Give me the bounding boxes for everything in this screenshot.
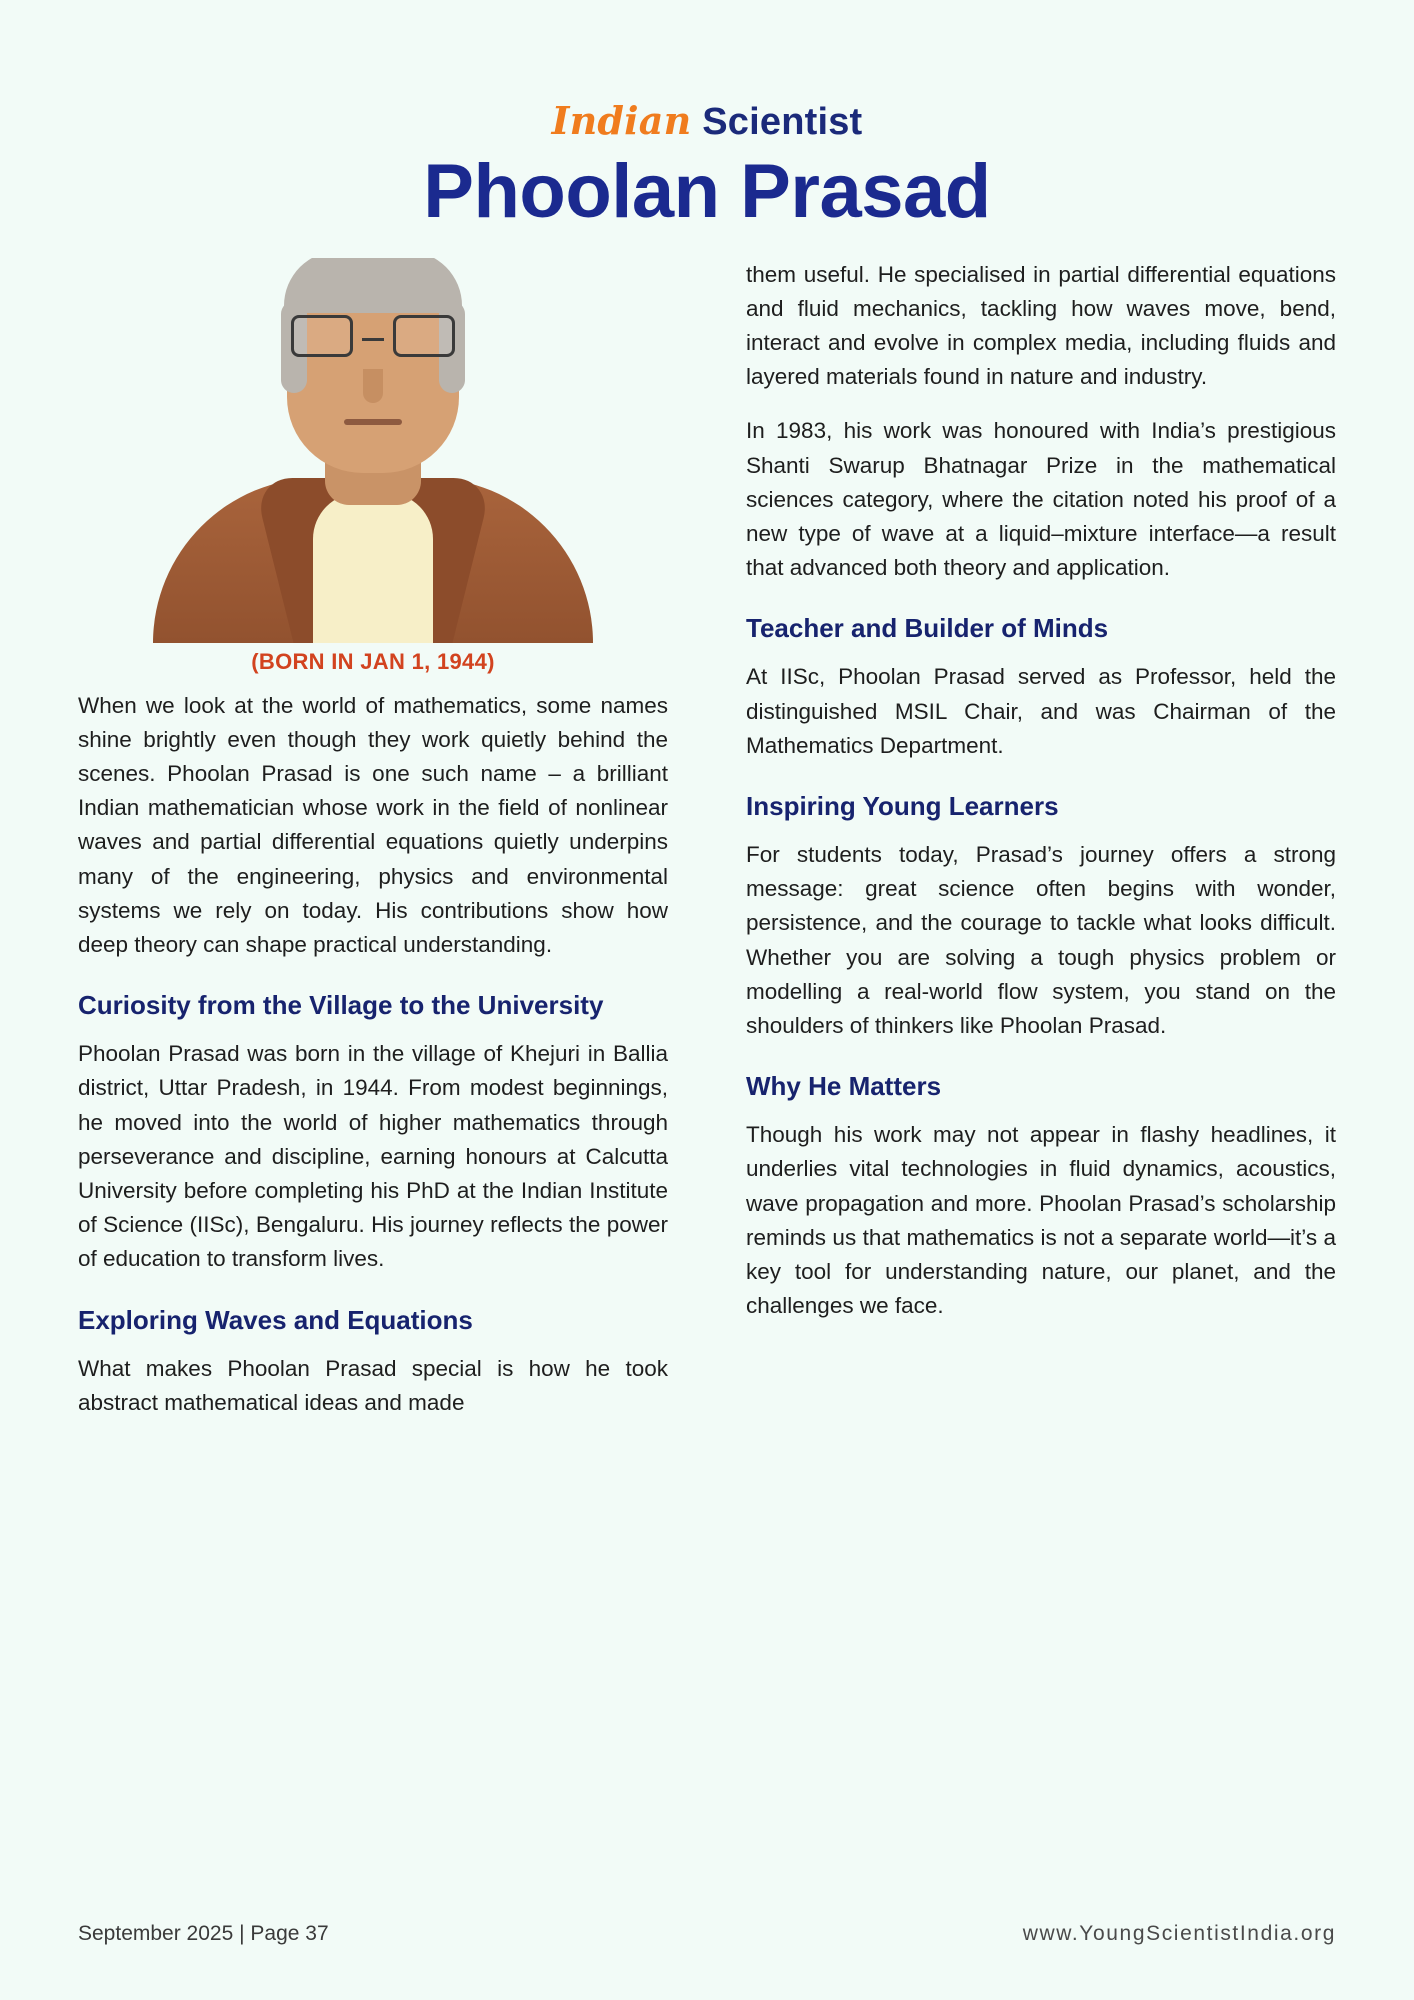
paragraph: What makes Phoolan Prasad special is how he took abstract mathematical ideas and made <box>78 1355 668 1415</box>
right-column <box>746 258 1336 1344</box>
paragraph: When we look at the world of mathematics, some names shine brightly even though they work quietly behind the scenes. Phoolan Prasad is one such name – a brilliant Indian mathematician whose work in the field of nonlinear waves and partial differential equations quietly underpins many of the engineering, physics and environmental systems we rely on today. His contributions show how deep theory can shape practical understanding. <box>78 692 668 957</box>
paragraph: In 1983, his work was honoured with India’s prestigious Shanti Swarup Bhatnagar Prize in the mathematical sciences category, where the citation noted his proof of a new type of wave at a liquid–mixture interface—a result that advanced both theory and application. <box>746 418 1336 581</box>
footer-issue-page: September 2025 | Page 37 <box>78 1922 329 1945</box>
article-columns <box>78 258 1336 1440</box>
portrait-photo <box>153 258 593 643</box>
section-heading: Why He Matters <box>746 1071 942 1102</box>
section-heading: Inspiring Young Learners <box>746 790 1059 821</box>
kicker <box>78 100 1336 144</box>
section-heading: Teacher and Builder of Minds <box>746 613 1109 644</box>
page-title: Phoolan Prasad <box>423 148 991 234</box>
paragraph: Though his work may not appear in flashy headlines, it underlies vital technologies in fluid dynamics, acoustics, wave propagation and more. Phoolan Prasad’s scholarship reminds us that mathematics is not a separate world—it’s a key tool for understanding nature, our planet, and the challenges we face. <box>746 1122 1336 1319</box>
portrait-container <box>78 258 668 643</box>
birth-caption: (BORN IN JAN 1, 1944) <box>251 648 495 674</box>
section-heading: Curiosity from the Village to the University <box>78 990 604 1021</box>
section-heading: Exploring Waves and Equations <box>78 1304 473 1335</box>
footer-website[interactable]: www.YoungScientistIndia.org <box>1022 1922 1336 1945</box>
kicker-rest: Scientist <box>702 101 863 143</box>
paragraph: them useful. He specialised in partial differential equations and fluid mechanics, tackling how waves move, bend, interact and evolve in complex media, including fluids and layered materials found in nature and industry. <box>746 261 1336 390</box>
paragraph: For students today, Prasad’s journey offers a strong message: great science often begins with wonder, persistence, and the courage to tackle what looks difficult. Whether you are solving a tough physics problem or modelling a real-world flow system, you stand on the shoulders of thinkers like Phoolan Prasad. <box>746 842 1336 1038</box>
page-footer <box>78 1922 1336 1946</box>
left-column <box>78 258 668 1440</box>
paragraph: At IISc, Phoolan Prasad served as Professor, held the distinguished MSIL Chair, and was Chairman of the Mathematics Department. <box>746 664 1336 758</box>
paragraph: Phoolan Prasad was born in the village of Khejuri in Ballia district, Uttar Pradesh, in 1944. From modest beginnings, he moved into the world of higher mathematics through perseverance and discipline, earning honours at Calcutta University before completing his PhD at the Indian Institute of Science (IISc), Bengaluru. His journey reflects the power of education to transform lives. <box>78 1041 668 1272</box>
kicker-highlight: Indian <box>551 98 692 143</box>
